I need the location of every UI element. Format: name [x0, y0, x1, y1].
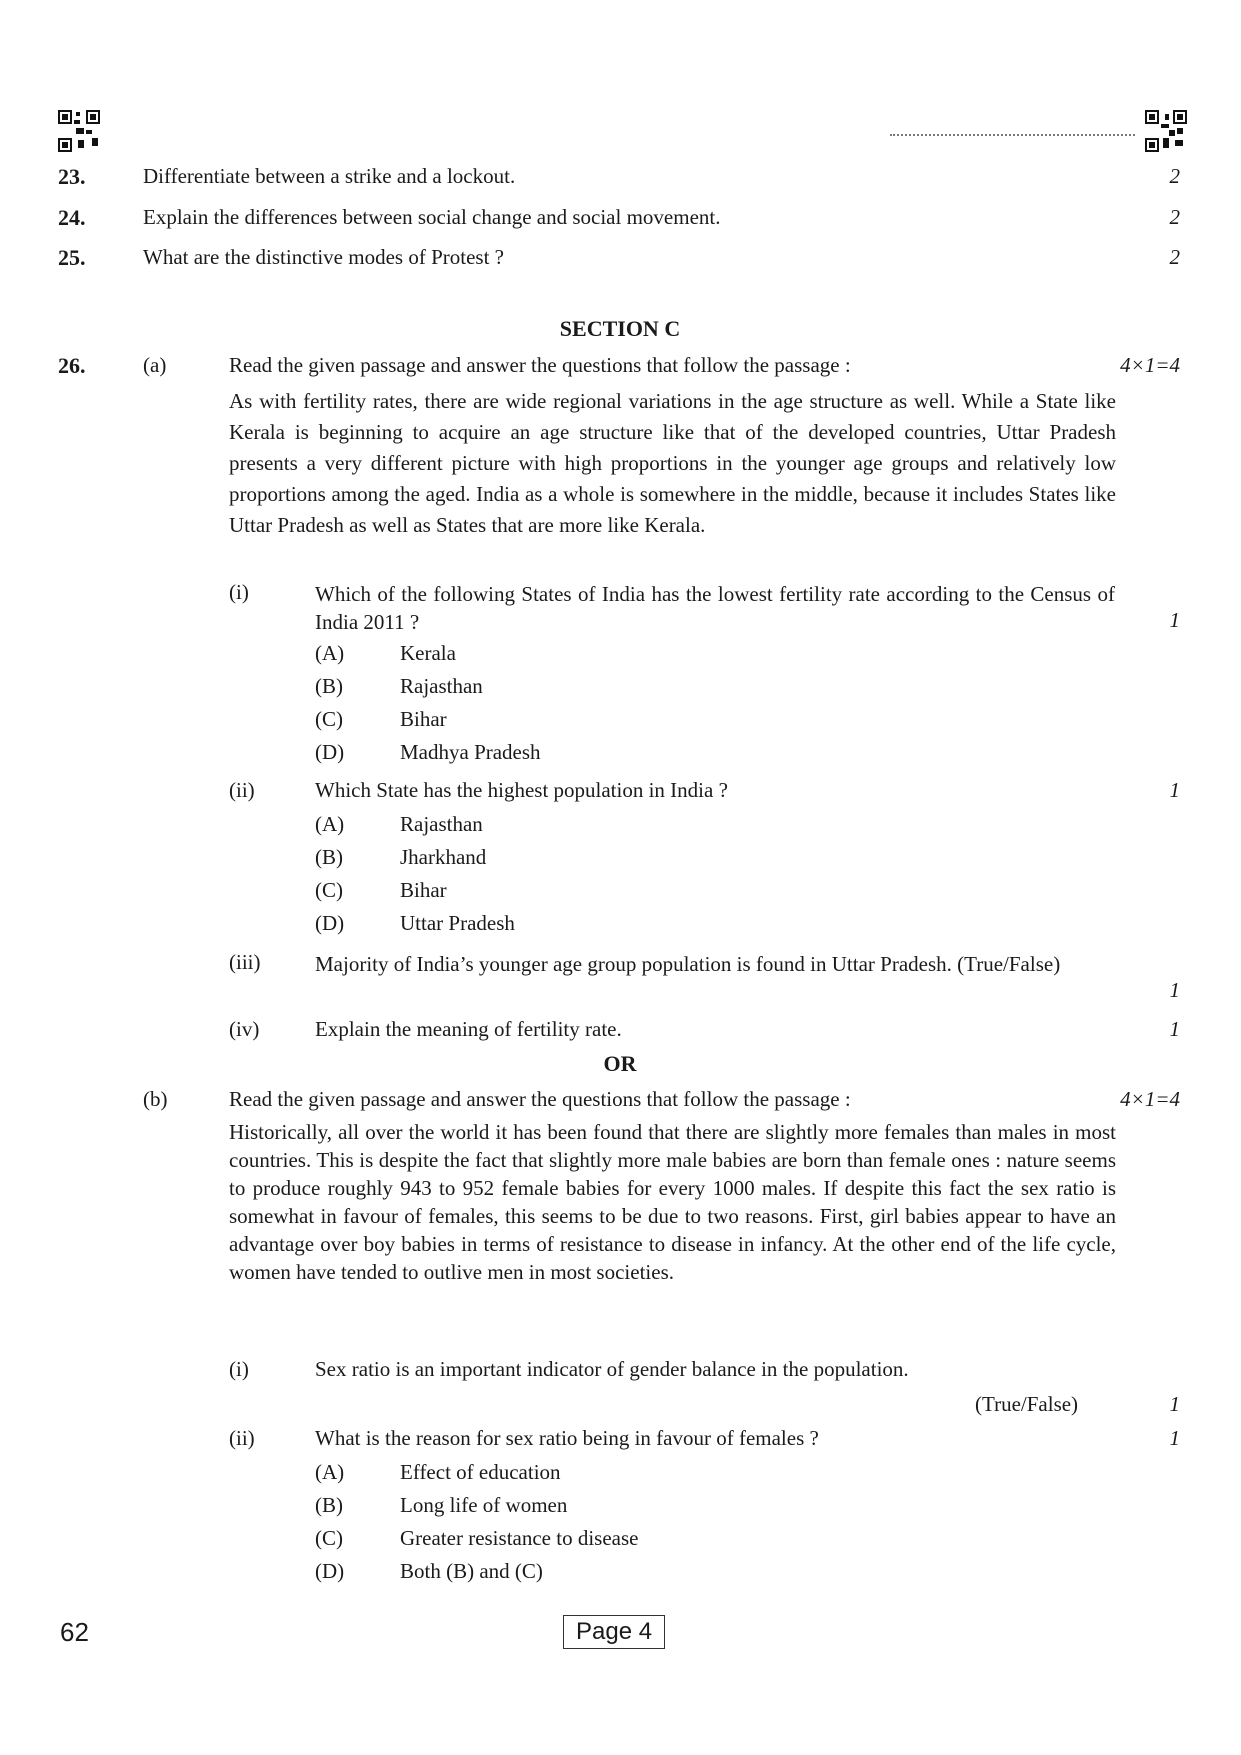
option-text: Jharkhand — [400, 845, 487, 869]
option-text: Madhya Pradesh — [400, 740, 541, 764]
option-text: Greater resistance to disease — [400, 1526, 639, 1550]
question-marks: 1 — [1169, 1017, 1180, 1041]
option-text: Bihar — [400, 878, 447, 902]
question-text: What are the distinctive modes of Protest ? — [143, 245, 504, 269]
sub-question-label: (ii) — [229, 778, 255, 802]
option-label: (D) — [315, 740, 345, 764]
sub-question-label: (i) — [229, 1357, 249, 1381]
question-number: 24. — [58, 205, 86, 230]
option-text: Both (B) and (C) — [400, 1559, 543, 1583]
option-text: Rajasthan — [400, 812, 483, 836]
part-label: (b) — [143, 1087, 168, 1111]
section-title: SECTION C — [559, 316, 681, 341]
question-marks: 1 — [1169, 1392, 1180, 1416]
option-label: (D) — [315, 1559, 345, 1583]
or-separator: OR — [603, 1051, 637, 1076]
question-text: Explain the differences between social change and social movement. — [143, 205, 721, 229]
option-label: (C) — [315, 707, 343, 731]
option-text: Bihar — [400, 707, 447, 731]
question-marks: 1 — [1169, 978, 1180, 1002]
question-number: 26. — [58, 353, 86, 378]
option-label: (A) — [315, 812, 345, 836]
option-text: Long life of women — [400, 1493, 568, 1517]
option-text: Effect of education — [400, 1460, 561, 1484]
sub-question-text: Which State has the highest population in India ? — [315, 778, 728, 802]
question-number: 25. — [58, 245, 86, 270]
question-marks: 2 — [1169, 205, 1180, 229]
option-label: (A) — [315, 641, 345, 665]
instruction-text: Read the given passage and answer the questions that follow the passage : — [229, 353, 851, 377]
question-number: 23. — [58, 164, 86, 189]
question-marks: 4×1=4 — [1120, 1087, 1180, 1111]
question-marks: 4×1=4 — [1120, 353, 1180, 377]
sub-question-text: What is the reason for sex ratio being in favour of females ? — [315, 1426, 819, 1450]
question-marks: 1 — [1169, 778, 1180, 802]
sub-question-label: (ii) — [229, 1426, 255, 1450]
sub-question-text: Majority of India’s younger age group population is found in Uttar Pradesh. (True/False) — [315, 952, 1061, 976]
question-text: Differentiate between a strike and a lockout. — [143, 164, 516, 188]
option-label: (A) — [315, 1460, 345, 1484]
question-marks: 1 — [1169, 608, 1180, 632]
option-label: (B) — [315, 845, 343, 869]
sub-question-label: (i) — [229, 580, 249, 604]
question-marks: 1 — [1169, 1426, 1180, 1450]
sub-question-label: (iii) — [229, 950, 261, 974]
qr-code-icon — [1145, 110, 1187, 152]
sub-question-text: Explain the meaning of fertility rate. — [315, 1017, 622, 1041]
paper-code: 62 — [60, 1617, 89, 1647]
option-text: Kerala — [400, 641, 456, 665]
question-marks: 2 — [1169, 164, 1180, 188]
qr-code-icon — [58, 110, 100, 152]
divider-dotted — [890, 134, 1135, 136]
option-label: (B) — [315, 674, 343, 698]
option-text: Uttar Pradesh — [400, 911, 515, 935]
option-text: Rajasthan — [400, 674, 483, 698]
sub-question-label: (iv) — [229, 1017, 260, 1041]
sub-question-text: Which of the following States of India has the lowest fertility rate according to the Census of India 2011 ? — [315, 582, 1115, 634]
question-marks: 2 — [1169, 245, 1180, 269]
passage-text: Historically, all over the world it has been found that there are slightly more females than males in most countries. This is despite the fact that slightly more male babies are born than female ones : nature seems to produce roughly 943 to 952 female babies for every 1000 males. If despite this fact the sex ratio is somewhat in favour of females, this seems to be due to two reasons. First, girl babies appear to have an advantage over boy babies in terms of resistance to disease in infancy. At the other end of the life cycle, women have tended to outlive men in most societies. — [229, 1120, 1116, 1284]
option-label: (C) — [315, 1526, 343, 1550]
sub-question-text: Sex ratio is an important indicator of gender balance in the population. — [315, 1357, 909, 1381]
page-number: Page 4 — [563, 1615, 665, 1649]
option-label: (B) — [315, 1493, 343, 1517]
instruction-text: Read the given passage and answer the questions that follow the passage : — [229, 1087, 851, 1111]
option-label: (D) — [315, 911, 345, 935]
passage-text: As with fertility rates, there are wide regional variations in the age structure as well. While a State like Kerala is beginning to acquire an age structure like that of the developed countries, Uttar Pradesh presents a very different picture with high proportions in the younger age groups and relatively low proportions among the aged. India as a whole is somewhere in the middle, because it includes States like Uttar Pradesh as well as States that are more like Kerala. — [229, 389, 1116, 537]
option-label: (C) — [315, 878, 343, 902]
part-label: (a) — [143, 353, 167, 377]
answer-format-hint: (True/False) — [975, 1392, 1079, 1416]
